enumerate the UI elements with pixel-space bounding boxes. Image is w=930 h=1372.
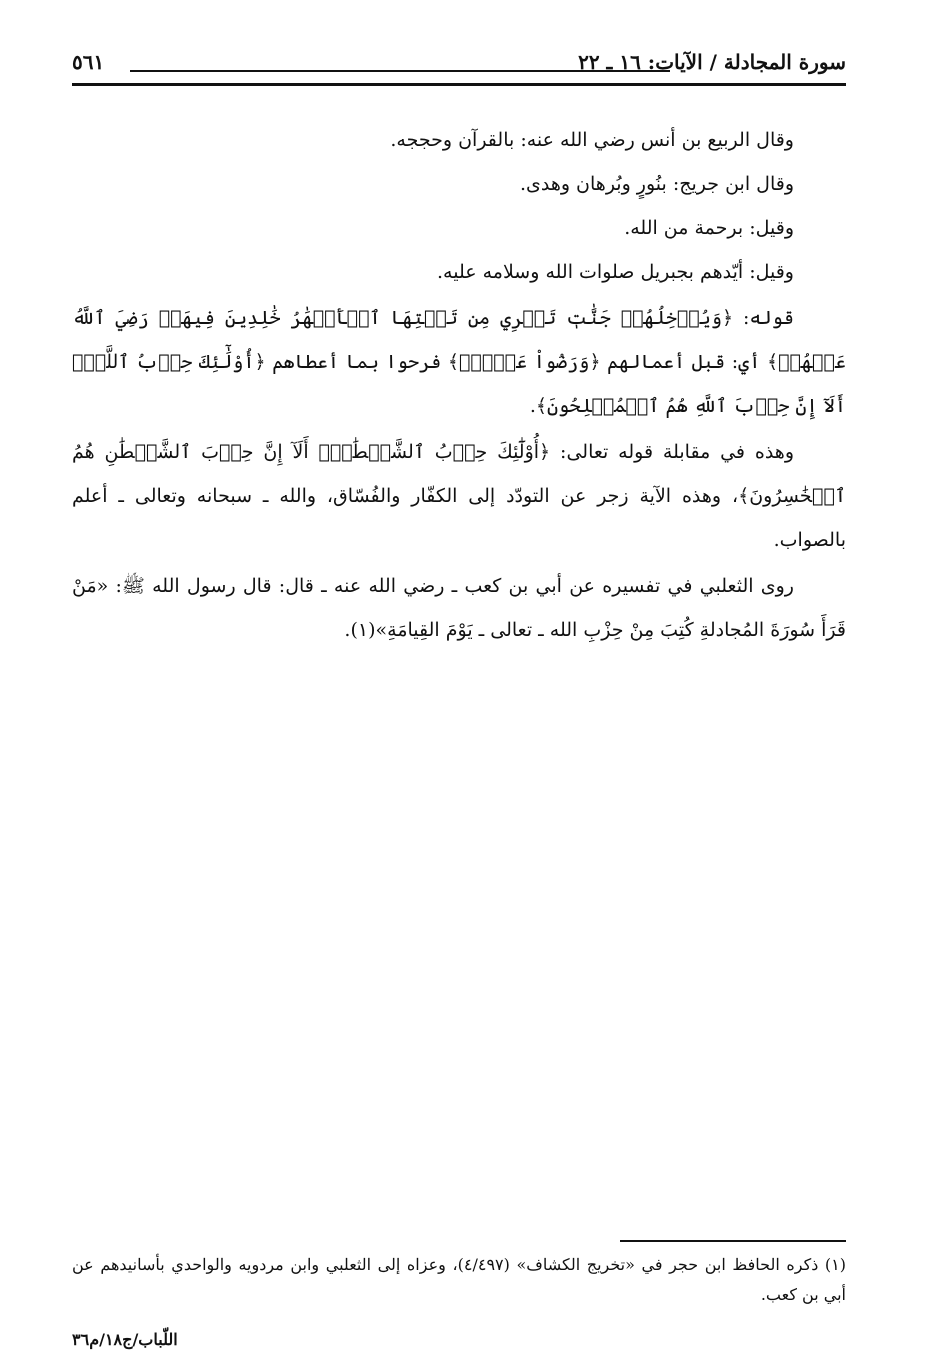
page-header <box>72 48 846 86</box>
paragraph: وقيل: أيّدهم بجبريل صلوات الله وسلامه عليه. <box>436 261 794 283</box>
footnotes <box>72 1250 846 1310</box>
footnote-separator <box>620 1240 846 1242</box>
paragraph: وهذه في مقابلة قوله تعالى: ﴿أُوْلَٰٓئِكَ حِزۡبُ ٱلشَّيۡطَٰنِۚ أَلَآ إِنَّ حِزۡبَ ٱلشَّيۡطَٰنِ هُمُ ٱلۡخَٰسِرُونَ﴾، وهذه الآية زجر عن التودّد إلى الكفّار والفُسّاق، والله ـ سبحانه وتعالى ـ أعلم بالصواب. <box>72 441 846 551</box>
header-divider <box>130 70 670 72</box>
paragraph: وقال ابن جريج: بنُورٍ وبُرهان وهدى. <box>519 173 794 195</box>
footnote: (١) ذكره الحافظ ابن حجر في «تخريج الكشاف» (٤/٤٩٧)، وعزاه إلى الثعلبي وابن مردويه والواحدي بأسانيدهم عن أبي بن كعب. <box>72 1255 847 1304</box>
page-number: ٥٦١ <box>72 50 105 74</box>
paragraph: قوله: ﴿وَيُدۡخِلُهُمۡ جَنَّٰتٖ تَجۡرِي مِن تَحۡتِهَا ٱلۡأَنۡهَٰرُ خَٰلِدِينَ فِيهَاۚ رَضِيَ ٱللَّهُ عَنۡهُمۡ﴾ أي: قبل أعمالهم ﴿وَرَضُواْ عَنۡهُۚ﴾ فرحوا بما أعطاهم ﴿أُوْلَٰٓئِكَ حِزۡبُ ٱللَّهِۚ أَلَآ إِنَّ حِزۡبَ ٱللَّهِ هُمُ ٱلۡمُفۡلِحُونَ﴾. <box>72 307 846 417</box>
paragraph: وقال الربيع بن أنس رضي الله عنه: بالقرآن وحججه. <box>390 129 794 151</box>
surah-title: سورة المجادلة / الآيات: ١٦ ـ ٢٢ <box>578 50 846 74</box>
header-rule <box>72 83 846 86</box>
printer-signature: اللّباب/ج١٨/م٣٦ <box>72 1330 178 1349</box>
paragraph: وقيل: برحمة من الله. <box>624 217 794 239</box>
paragraph: روى الثعلبي في تفسيره عن أبي بن كعب ـ رضي الله عنه ـ قال: قال رسول الله ﷺ: «مَنْ قَرَأَ سُورَةَ المُجادلةِ كُتِبَ مِنْ حِزْبِ الله ـ تعالى ـ يَوْمَ القِيامَةِ»(١). <box>72 575 846 641</box>
main-text <box>72 118 846 652</box>
